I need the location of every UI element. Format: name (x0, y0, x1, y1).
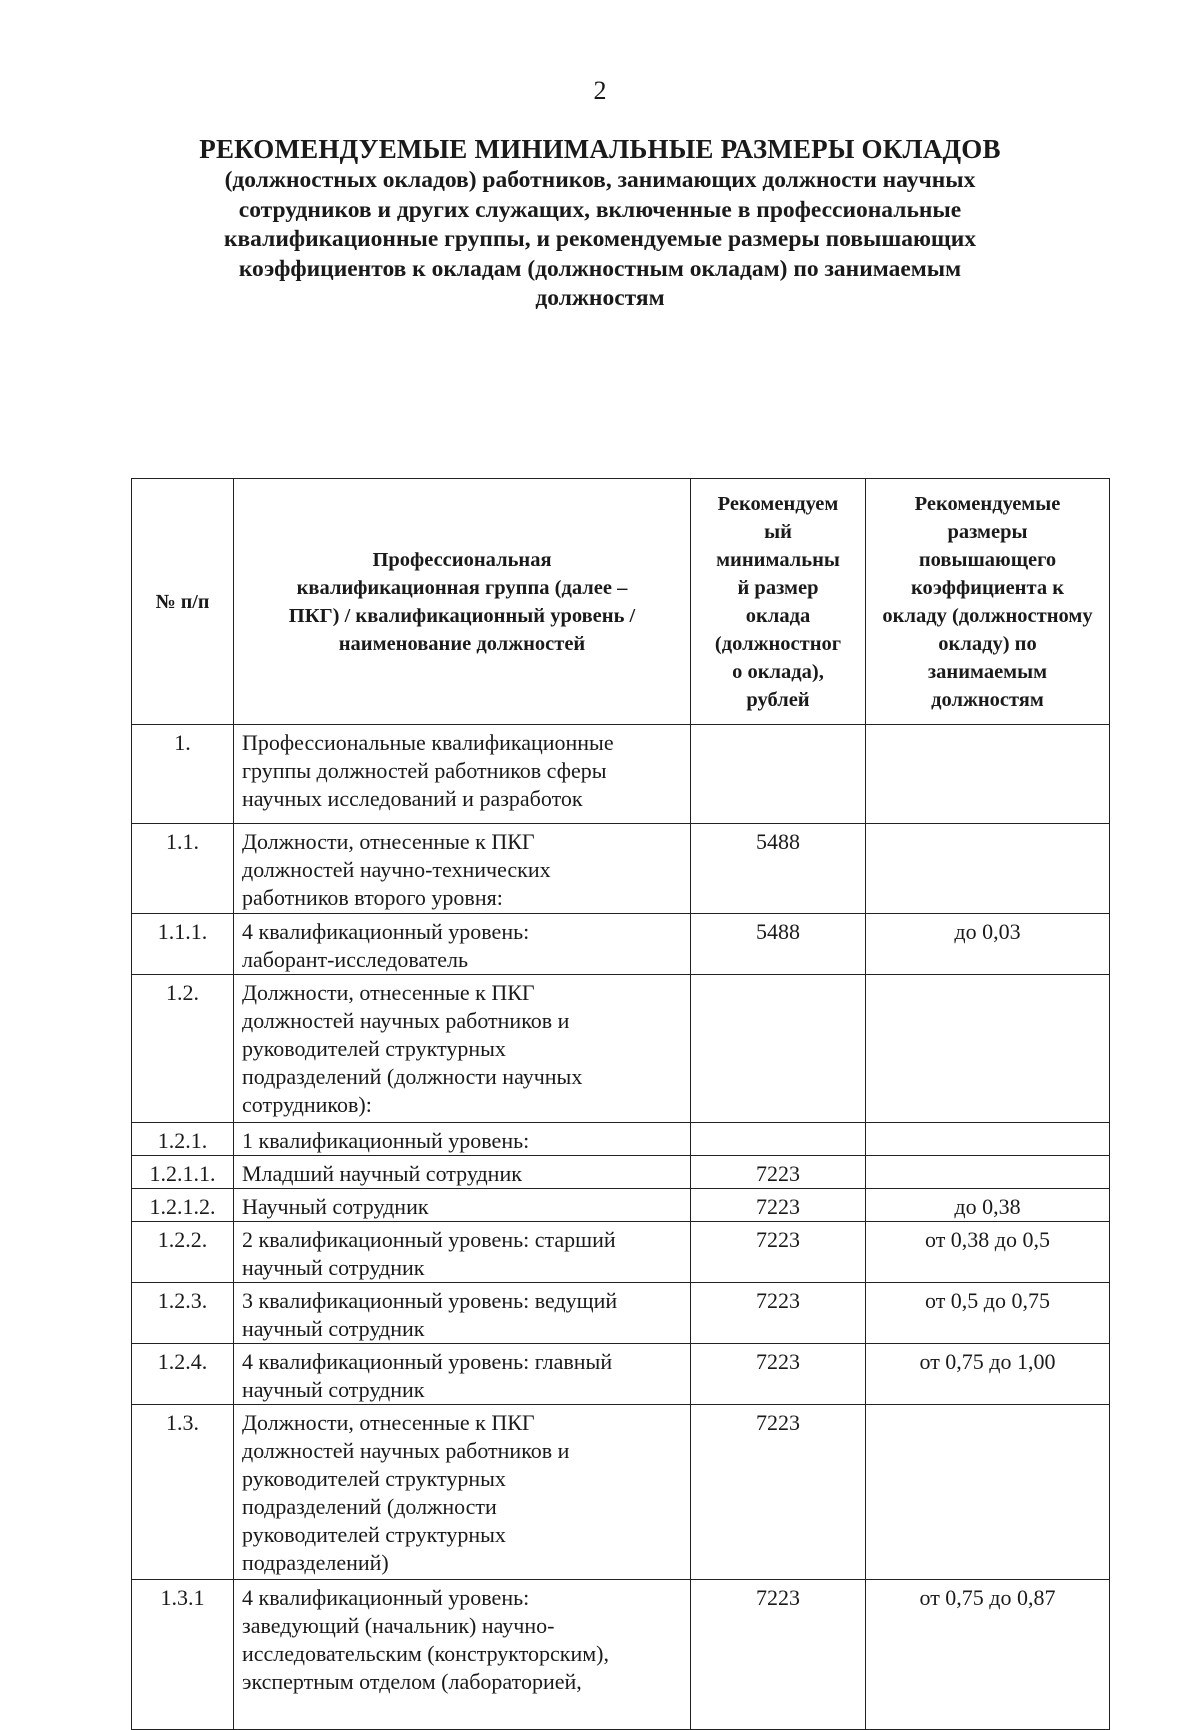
row-salary: 5488 (691, 914, 866, 975)
row-name-line: сотрудников): (242, 1092, 372, 1117)
row-name-line: подразделений) (242, 1550, 389, 1575)
row-name-line: должностей научных работников и (242, 1438, 570, 1463)
header-name-line: Профессиональная (372, 548, 552, 571)
row-name-line: научный сотрудник (242, 1255, 425, 1280)
row-salary: 5488 (691, 824, 866, 914)
row-name-line: руководителей структурных (242, 1466, 506, 1491)
row-number: 1. (132, 725, 234, 824)
header-name-line: наименование должностей (338, 632, 586, 655)
row-name (234, 1580, 691, 1730)
header-salary-line: о оклада), (732, 660, 824, 683)
table-row (132, 824, 1110, 914)
row-name-line: 4 квалификационный уровень: главный (242, 1349, 613, 1374)
row-number: 1.3.1 (132, 1580, 234, 1730)
row-name-line: Младший научный сотрудник (242, 1161, 522, 1186)
row-name-line: 2 квалификационный уровень: старший (242, 1227, 616, 1252)
header-coef-line: повышающего (918, 548, 1057, 571)
table-row (132, 975, 1110, 1123)
row-name-line: руководителей структурных (242, 1522, 506, 1547)
document-title (150, 132, 1050, 314)
title-main: РЕКОМЕНДУЕМЫЕ МИНИМАЛЬНЫЕ РАЗМЕРЫ ОКЛАДОВ (199, 134, 1001, 164)
row-coefficient: от 0,75 до 0,87 (866, 1580, 1110, 1730)
table-row (132, 1283, 1110, 1344)
row-name-line: группы должностей работников сферы (242, 758, 607, 783)
row-number: 1.2.1.1. (132, 1156, 234, 1189)
row-name-line: 4 квалификационный уровень: (242, 919, 530, 944)
row-number: 1.1. (132, 824, 234, 914)
row-coefficient: от 0,5 до 0,75 (866, 1283, 1110, 1344)
header-coef-line: окладу (должностному (882, 604, 1093, 627)
header-coef-line: занимаемым (927, 660, 1048, 683)
header-salary-line: й размер (737, 576, 819, 599)
row-name-line: научный сотрудник (242, 1316, 425, 1341)
title-sub-line: сотрудников и других служащих, включенные в профессиональные (238, 196, 962, 223)
header-salary-line: ый (764, 520, 792, 543)
header-number (132, 479, 234, 725)
salary-table (131, 478, 1110, 1730)
row-name-line: должностей научных работников и (242, 1008, 570, 1033)
row-coefficient (866, 725, 1110, 824)
page-number: 2 (593, 76, 607, 105)
table-body (132, 725, 1110, 1730)
row-name-line: руководителей структурных (242, 1036, 506, 1061)
row-salary (691, 725, 866, 824)
row-coefficient (866, 1156, 1110, 1189)
row-coefficient (866, 975, 1110, 1123)
row-coefficient (866, 1123, 1110, 1156)
row-name-line: Должности, отнесенные к ПКГ (242, 829, 535, 854)
row-name (234, 1344, 691, 1405)
row-name-line: научных исследований и разработок (242, 786, 583, 811)
row-coefficient (866, 824, 1110, 914)
row-name-line: лаборант-исследователь (242, 947, 469, 972)
row-name (234, 1283, 691, 1344)
row-coefficient: от 0,38 до 0,5 (866, 1222, 1110, 1283)
table-row (132, 1156, 1110, 1189)
title-sub-line: должностям (535, 285, 665, 311)
row-name-line: подразделений (должности (242, 1494, 497, 1519)
row-coefficient: от 0,75 до 1,00 (866, 1344, 1110, 1405)
row-name-line: Должности, отнесенные к ПКГ (242, 1410, 535, 1435)
row-name-line: Профессиональные квалификационные (242, 730, 614, 755)
row-name-line: подразделений (должности научных (242, 1064, 583, 1089)
row-name-line: 3 квалификационный уровень: ведущий (242, 1288, 618, 1313)
table-row (132, 725, 1110, 824)
row-salary: 7223 (691, 1189, 866, 1222)
row-name (234, 725, 691, 824)
row-number: 1.2.1.2. (132, 1189, 234, 1222)
row-salary: 7223 (691, 1156, 866, 1189)
row-salary: 7223 (691, 1344, 866, 1405)
row-name-line: работников второго уровня: (242, 885, 503, 910)
row-name-line: 4 квалификационный уровень: (242, 1585, 530, 1610)
row-name-line: заведующий (начальник) научно- (242, 1613, 555, 1638)
row-name-line: 1 квалификационный уровень: (242, 1128, 530, 1153)
header-salary-line: минимальны (716, 548, 840, 571)
row-name (234, 1405, 691, 1580)
header-salary-line: оклада (745, 604, 811, 627)
header-coef-line: коэффициента к (911, 576, 1064, 599)
row-name-line: экспертным отделом (лабораторией, (242, 1669, 582, 1694)
header-coef-line: размеры (947, 520, 1028, 543)
table-row (132, 1580, 1110, 1730)
header-number-label: № п/п (155, 590, 210, 613)
table-row (132, 1123, 1110, 1156)
row-salary: 7223 (691, 1580, 866, 1730)
table-row (132, 1222, 1110, 1283)
row-salary: 7223 (691, 1222, 866, 1283)
header-salary-line: Рекомендуем (717, 492, 839, 515)
row-number: 1.2. (132, 975, 234, 1123)
row-name (234, 1123, 691, 1156)
title-sub-line: квалификационные группы, и рекомендуемые размеры повышающих (223, 226, 977, 252)
row-name (234, 1156, 691, 1189)
header-salary-line: рублей (746, 688, 810, 711)
row-name-line: научный сотрудник (242, 1377, 425, 1402)
row-salary: 7223 (691, 1405, 866, 1580)
header-name-line: квалификационная группа (далее – (296, 576, 628, 599)
row-salary (691, 1123, 866, 1156)
row-coefficient (866, 1405, 1110, 1580)
row-number: 1.2.4. (132, 1344, 234, 1405)
row-number: 1.2.2. (132, 1222, 234, 1283)
table-row (132, 1405, 1110, 1580)
table-header-row (132, 479, 1110, 725)
header-name (234, 479, 691, 725)
row-name-line: Должности, отнесенные к ПКГ (242, 980, 535, 1005)
header-coef-line: должностям (931, 688, 1044, 711)
row-name (234, 824, 691, 914)
row-name (234, 914, 691, 975)
header-coef-line: окладу) по (938, 632, 1037, 655)
row-name-line: исследовательским (конструкторским), (242, 1641, 610, 1666)
table-row (132, 1344, 1110, 1405)
header-name-line: ПКГ) / квалификационный уровень / (288, 604, 636, 627)
row-name-line: должностей научно-технических (242, 857, 551, 882)
header-salary (691, 479, 866, 725)
row-name (234, 1189, 691, 1222)
title-sub-line: коэффициентов к окладам (должностным окладам) по занимаемым (238, 255, 962, 282)
row-coefficient: до 0,38 (866, 1189, 1110, 1222)
table-row (132, 914, 1110, 975)
row-name (234, 975, 691, 1123)
header-coef-line: Рекомендуемые (914, 492, 1061, 515)
row-name (234, 1222, 691, 1283)
row-number: 1.1.1. (132, 914, 234, 975)
row-salary: 7223 (691, 1283, 866, 1344)
row-salary (691, 975, 866, 1123)
row-number: 1.2.1. (132, 1123, 234, 1156)
row-number: 1.3. (132, 1405, 234, 1580)
header-coefficient (866, 479, 1110, 725)
row-number: 1.2.3. (132, 1283, 234, 1344)
table-row (132, 1189, 1110, 1222)
header-salary-line: (должностног (714, 632, 842, 655)
row-name-line: Научный сотрудник (242, 1194, 429, 1219)
title-sub-line: (должностных окладов) работников, занимающих должности научных (224, 167, 976, 193)
row-coefficient: до 0,03 (866, 914, 1110, 975)
